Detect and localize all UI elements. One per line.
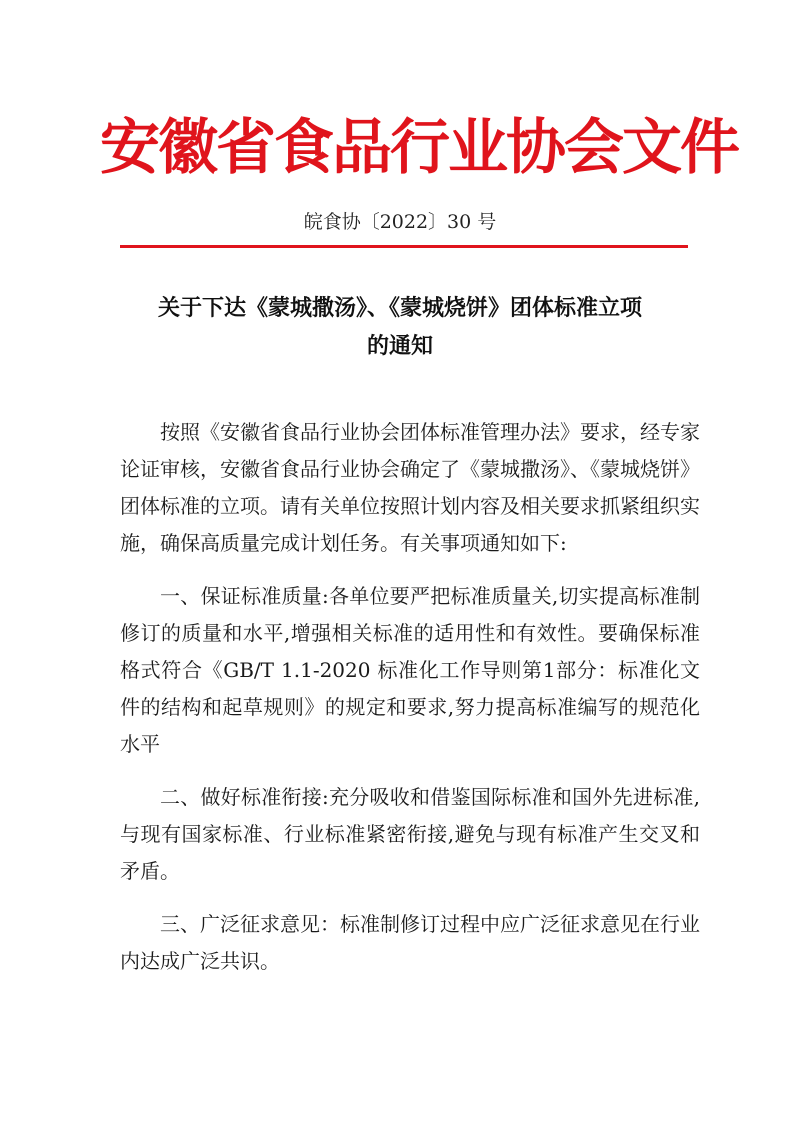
item-1-paragraph: 一、保证标准质量:各单位要严把标准质量关,切实提高标准制修订的质量和水平,增强相关标准的适用性和有效性。要确保标准格式符合《GB/T 1.1-2020 标准化工作导则第1部分：标准化文件的结构和起草规则》的规定和要求,努力提高标准编写的规范化水平 [120,584,700,756]
item-3-paragraph: 三、广泛征求意见：标准制修订过程中应广泛征求意见在行业内达成广泛共识。 [120,912,700,973]
document-number: 皖食协〔2022〕30 号 [303,211,497,233]
notice-body [120,414,700,996]
item-2-paragraph: 二、做好标准衔接:充分吸收和借鉴国际标准和国外先进标准,与现有国家标准、行业标准紧密衔接,避免与现有标准产生交叉和矛盾。 [120,785,700,883]
notice-title-line-2: 的通知 [366,333,433,359]
notice-title [110,289,690,365]
notice-title-line-1: 关于下达《蒙城撒汤》、《蒙城烧饼》团体标准立项 [157,295,642,321]
issuing-organization-header: 安徽省食品行业协会文件 [100,113,738,183]
red-separator-line [120,245,688,248]
intro-paragraph: 按照《安徽省食品行业协会团体标准管理办法》要求，经专家论证审核，安徽省食品行业协会确定了《蒙城撒汤》、《蒙城烧饼》团体标准的立项。请有关单位按照计划内容及相关要求抓紧组织实施，确保高质量完成计划任务。有关事项通知如下: [120,420,700,555]
